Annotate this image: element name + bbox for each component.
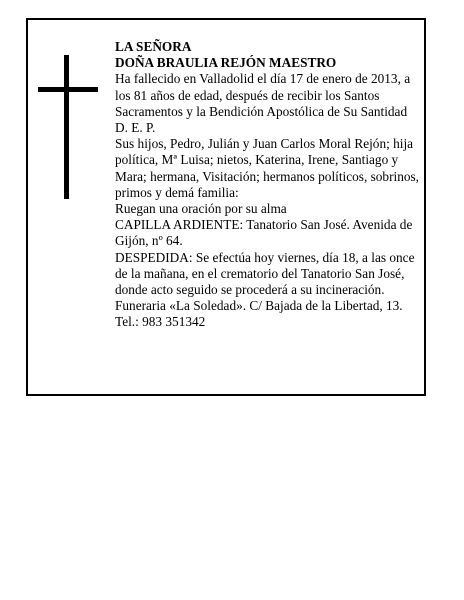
- farewell-info: DESPEDIDA: Se efectúa hoy viernes, día 18, a las once de la mañana, en el crematorio del Tanatorio San José, donde acto seguido se procederá a su incineración.: [115, 249, 415, 298]
- phone-number: Tel.: 983 351342: [115, 314, 206, 330]
- latin-cross-icon: [38, 55, 98, 199]
- obituary-notice: [26, 18, 426, 396]
- family-list: Sus hijos, Pedro, Julián y Juan Carlos Moral Rejón; hija política, Mª Luisa; nietos, Katerina, Irene, Santiago y Mara; hermana, Visitación; hermanos políticos, sobrinos, primos y demá familia:: [115, 136, 419, 200]
- rip-line: D. E. P.: [115, 120, 156, 136]
- death-announcement: Ha fallecido en Valladolid el día 17 de enero de 2013, a los 81 años de edad, después de recibir los Santos Sacramentos y la Bendición Apostólica de Su Santidad: [115, 71, 411, 119]
- deceased-name: DOÑA BRAULIA REJÓN MAESTRO: [115, 55, 337, 71]
- chapel-info: CAPILLA ARDIENTE: Tanatorio San José. Avenida de Gijón, nº 64.: [115, 217, 413, 249]
- cross-vertical-bar: [64, 55, 69, 199]
- funeral-home: Funeraria «La Soledad». C/ Bajada de la Libertad, 13.: [115, 298, 403, 314]
- notice-text: [115, 39, 427, 331]
- prayer-request: Ruegan una oración por su alma: [115, 201, 287, 217]
- cross-horizontal-bar: [38, 87, 98, 92]
- notice-title: LA SEÑORA: [115, 39, 192, 54]
